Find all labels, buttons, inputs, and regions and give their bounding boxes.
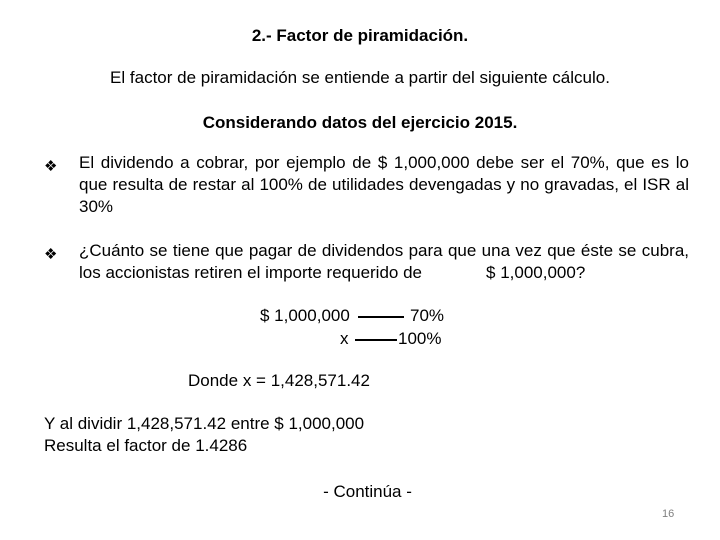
proportion-line xyxy=(358,316,404,318)
subtitle: Considerando datos del ejercicio 2015. xyxy=(202,113,518,132)
bullet-item-1: El dividendo a cobrar, por ejemplo de $ 1,000,000 debe ser el 70%, que es lo que resulta de restar al 100% de utilidades devengadas y no gravadas, el ISR al 30% xyxy=(79,153,689,216)
diamond-bullet-icon: ❖ xyxy=(44,246,58,263)
proportion-amount: $ 1,000,000 xyxy=(260,306,350,325)
intro-text: El factor de piramidación se entiende a partir del siguiente cálculo. xyxy=(110,68,610,87)
required-amount: $ 1,000,000? xyxy=(486,263,586,282)
division-text: Y al dividir 1,428,571.42 entre $ 1,000,000 xyxy=(44,414,365,433)
proportion-percent: 70% xyxy=(410,306,445,325)
proportion-percent-total: 100% xyxy=(398,329,442,348)
factor-result: Resulta el factor de 1.4286 xyxy=(44,436,248,455)
slide-title: 2.- Factor de piramidación. xyxy=(251,26,469,45)
result-equation: Donde x = 1,428,571.42 xyxy=(188,371,370,390)
proportion-line xyxy=(355,339,397,341)
bullet-item-2 xyxy=(79,240,689,284)
proportion-unknown: x xyxy=(340,329,349,348)
diamond-bullet-icon: ❖ xyxy=(44,158,58,175)
continues-label: - Continúa - xyxy=(323,482,412,501)
bullet-item-2-text: ¿Cuánto se tiene que pagar de dividendos para que una vez que éste se cubra, los accionistas retiren el importe requerido de xyxy=(79,241,689,282)
page-number: 16 xyxy=(662,508,675,520)
